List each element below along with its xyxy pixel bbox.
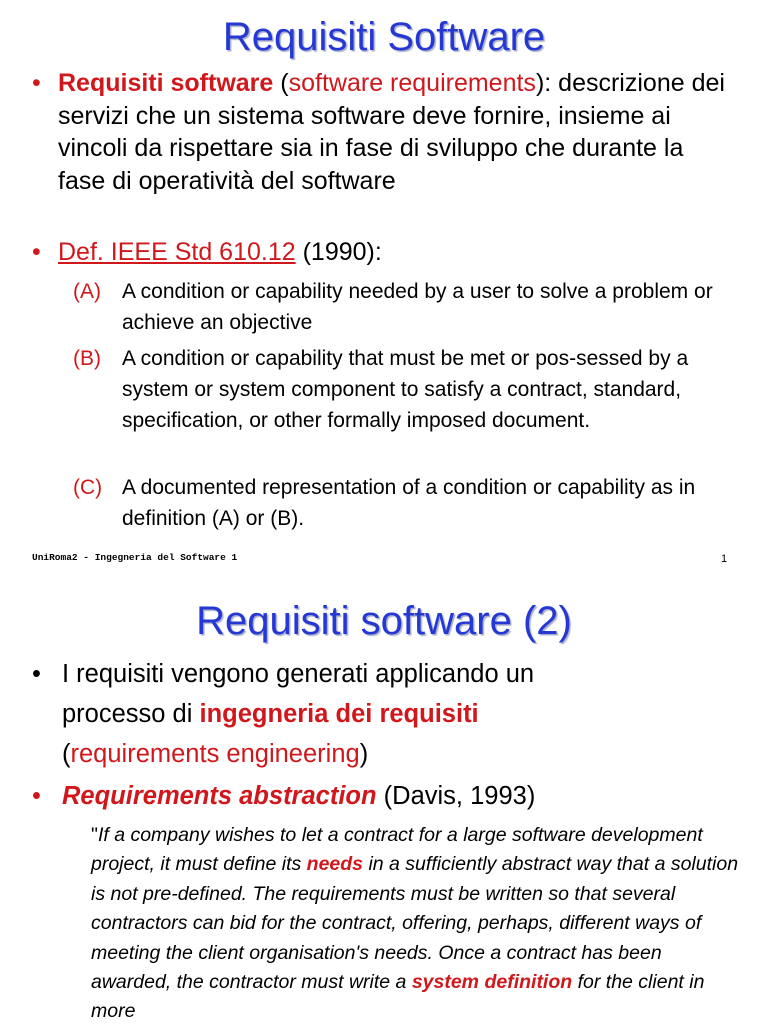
term-software-requirements: software requirements xyxy=(288,69,536,97)
bullet-dot: • xyxy=(32,660,41,688)
bullet-dot: • xyxy=(32,782,41,810)
bullet-requirements-engineering: • I requisiti vengono generati applicando un processo di ingegneria dei requisiti (requirements engineering) xyxy=(32,654,732,774)
slide-2 xyxy=(0,582,768,1024)
requisiti-description: descrizione dei servizi che un sistema software deve fornire, insieme ai vincoli da rispettare sia in fase di sviluppo che durante la fase di operatività del software xyxy=(58,69,725,195)
term-requisiti-software: Requisiti software xyxy=(58,69,274,97)
definition-label: (B) xyxy=(73,347,101,370)
davis-citation: (Davis, 1993) xyxy=(376,782,536,810)
slide-1-title: Requisiti Software xyxy=(222,15,546,59)
term-system-definition: system definition xyxy=(411,971,573,994)
term-ingegneria-requisiti: ingegneria dei requisiti xyxy=(199,700,479,728)
definition-label: (C) xyxy=(73,476,103,499)
definition-text: A condition or capability needed by a user to solve a problem or achieve an objective xyxy=(122,280,713,334)
term-needs: needs xyxy=(306,853,364,876)
definition-text: A condition or capability that must be met or pos-sessed by a system or system component to satisfy a contract, standard, specification, or other formally imposed document. xyxy=(122,347,689,432)
slide-2-title: Requisiti software (2) xyxy=(196,599,572,643)
definition-a xyxy=(73,276,733,338)
ieee-year: (1990): xyxy=(295,238,382,266)
bullet-requisiti-definition: • Requisiti software (software requirements): descrizione dei servizi che un sistema software deve fornire, insieme ai vincoli da rispettare sia in fase di sviluppo che durante la fase di operatività del software xyxy=(32,69,725,195)
page-number: 1 xyxy=(721,553,728,565)
bullet-dot: • xyxy=(32,69,41,97)
bullet-requirements-abstraction xyxy=(32,780,732,813)
term-requirements-engineering: requirements engineering xyxy=(70,740,360,768)
ieee-std-link[interactable]: Def. IEEE Std 610.12 xyxy=(58,238,296,266)
bullet-dot: • xyxy=(32,238,41,266)
definition-text: A documented representation of a condition or capability as in definition (A) or (B). xyxy=(122,476,696,530)
davis-quote: "If a company wishes to let a contract for a large software development project, it must define its needs in a sufficiently abstract way that a solution is not pre-defined. The requirements must be written so that several contractors can bid for the contract, offering, perhaps, different ways of meeting the client organisation's needs. Once a contract has been awarded, the contractor must write a system definition for the client in more xyxy=(91,824,739,1023)
definition-b xyxy=(73,343,733,436)
slide-footer: UniRoma2 - Ingegneria del Software 1 xyxy=(32,552,238,563)
definition-c xyxy=(73,472,733,534)
bullet-ieee-def xyxy=(32,236,732,269)
term-requirements-abstraction: Requirements abstraction xyxy=(62,782,377,810)
definition-label: (A) xyxy=(73,280,101,303)
